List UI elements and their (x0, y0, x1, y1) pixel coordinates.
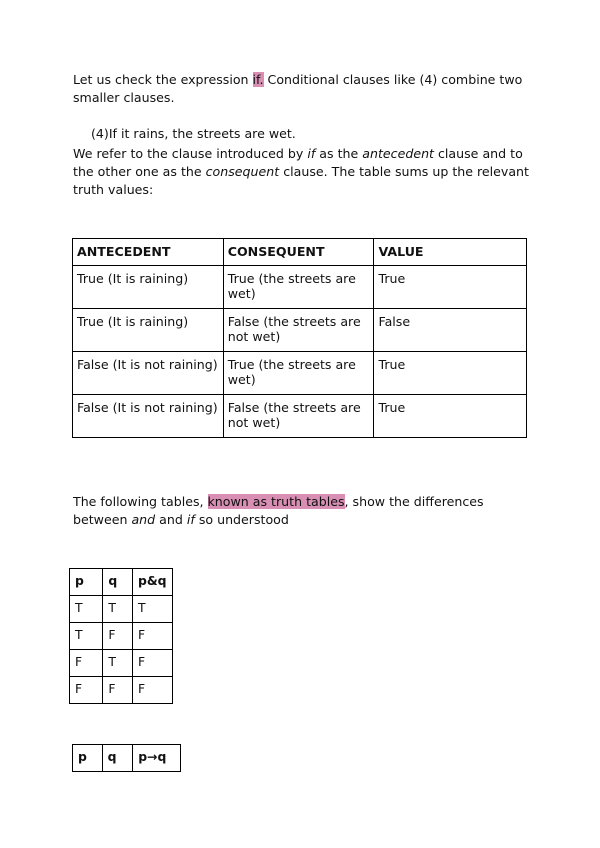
table-header-row (73, 239, 527, 266)
intro-text-1: Let us check the expression (73, 72, 253, 87)
table-row (73, 395, 527, 438)
header-value: VALUE (374, 239, 527, 266)
refer-consequent: consequent (205, 164, 280, 179)
refer-antecedent: antecedent (362, 146, 434, 161)
header-q: q (102, 745, 133, 772)
if-truth-table (72, 744, 181, 772)
following-text-1: The following tables, (73, 494, 208, 509)
table-row (73, 266, 527, 309)
table-cell: True (the streets are wet) (223, 266, 374, 309)
refer-text-4: clause. The table sums up the relevant truth values: (73, 164, 529, 197)
refer-text-3: clause and to the other one as the (73, 146, 523, 179)
intro-text-2: Conditional clauses like (4) combine two smaller clauses. (73, 72, 523, 105)
highlight-if: if. (252, 72, 264, 87)
table-cell: True (374, 266, 527, 309)
table-cell: T (70, 596, 103, 623)
table-cell: F (133, 623, 173, 650)
refer-if: if (307, 146, 316, 161)
and-truth-table (69, 568, 173, 704)
intro-paragraph (73, 71, 533, 107)
table-cell: True (It is raining) (73, 266, 224, 309)
example-sentence (91, 125, 551, 143)
table-cell: False (374, 309, 527, 352)
table-cell: False (the streets are not wet) (223, 309, 374, 352)
table-cell: True (the streets are wet) (223, 352, 374, 395)
table-cell: True (It is raining) (73, 309, 224, 352)
table-row (73, 309, 527, 352)
table-cell: True (374, 395, 527, 438)
table-row (70, 677, 173, 704)
table-cell: F (103, 677, 133, 704)
table-cell: T (70, 623, 103, 650)
header-p: p (73, 745, 103, 772)
table-cell: T (103, 650, 133, 677)
table-cell: T (103, 596, 133, 623)
refer-paragraph (73, 145, 535, 199)
highlight-truth-tables: known as truth tables (207, 494, 345, 509)
table-cell: True (374, 352, 527, 395)
header-q: q (103, 569, 133, 596)
table-cell: F (103, 623, 133, 650)
following-text-3: and (155, 512, 187, 527)
table-cell: F (133, 677, 173, 704)
header-antecedent: ANTECEDENT (73, 239, 224, 266)
following-paragraph (73, 493, 533, 529)
table-row (70, 650, 173, 677)
table-header-row (70, 569, 173, 596)
table-cell: T (133, 596, 173, 623)
header-p: p (70, 569, 103, 596)
following-if: if (186, 512, 195, 527)
header-consequent: CONSEQUENT (223, 239, 374, 266)
following-text-4: so understood (194, 512, 289, 527)
header-p-implies-q: p→q (133, 745, 181, 772)
table-cell: False (It is not raining) (73, 395, 224, 438)
following-text-2: , show the differences between (73, 494, 484, 527)
header-p-and-q: p&q (133, 569, 173, 596)
table-cell: False (the streets are not wet) (223, 395, 374, 438)
table-cell: False (It is not raining) (73, 352, 224, 395)
refer-text-2: as the (315, 146, 363, 161)
table-cell: F (70, 650, 103, 677)
example-number: (4) (91, 126, 109, 141)
table-cell: F (133, 650, 173, 677)
table-row (70, 596, 173, 623)
table-cell: F (70, 677, 103, 704)
table-row (70, 623, 173, 650)
refer-text-1: We refer to the clause introduced by (73, 146, 308, 161)
table-header-row (73, 745, 181, 772)
truth-value-table (72, 238, 527, 438)
example-text: If it rains, the streets are wet. (108, 126, 296, 141)
table-row (73, 352, 527, 395)
following-and: and (131, 512, 156, 527)
